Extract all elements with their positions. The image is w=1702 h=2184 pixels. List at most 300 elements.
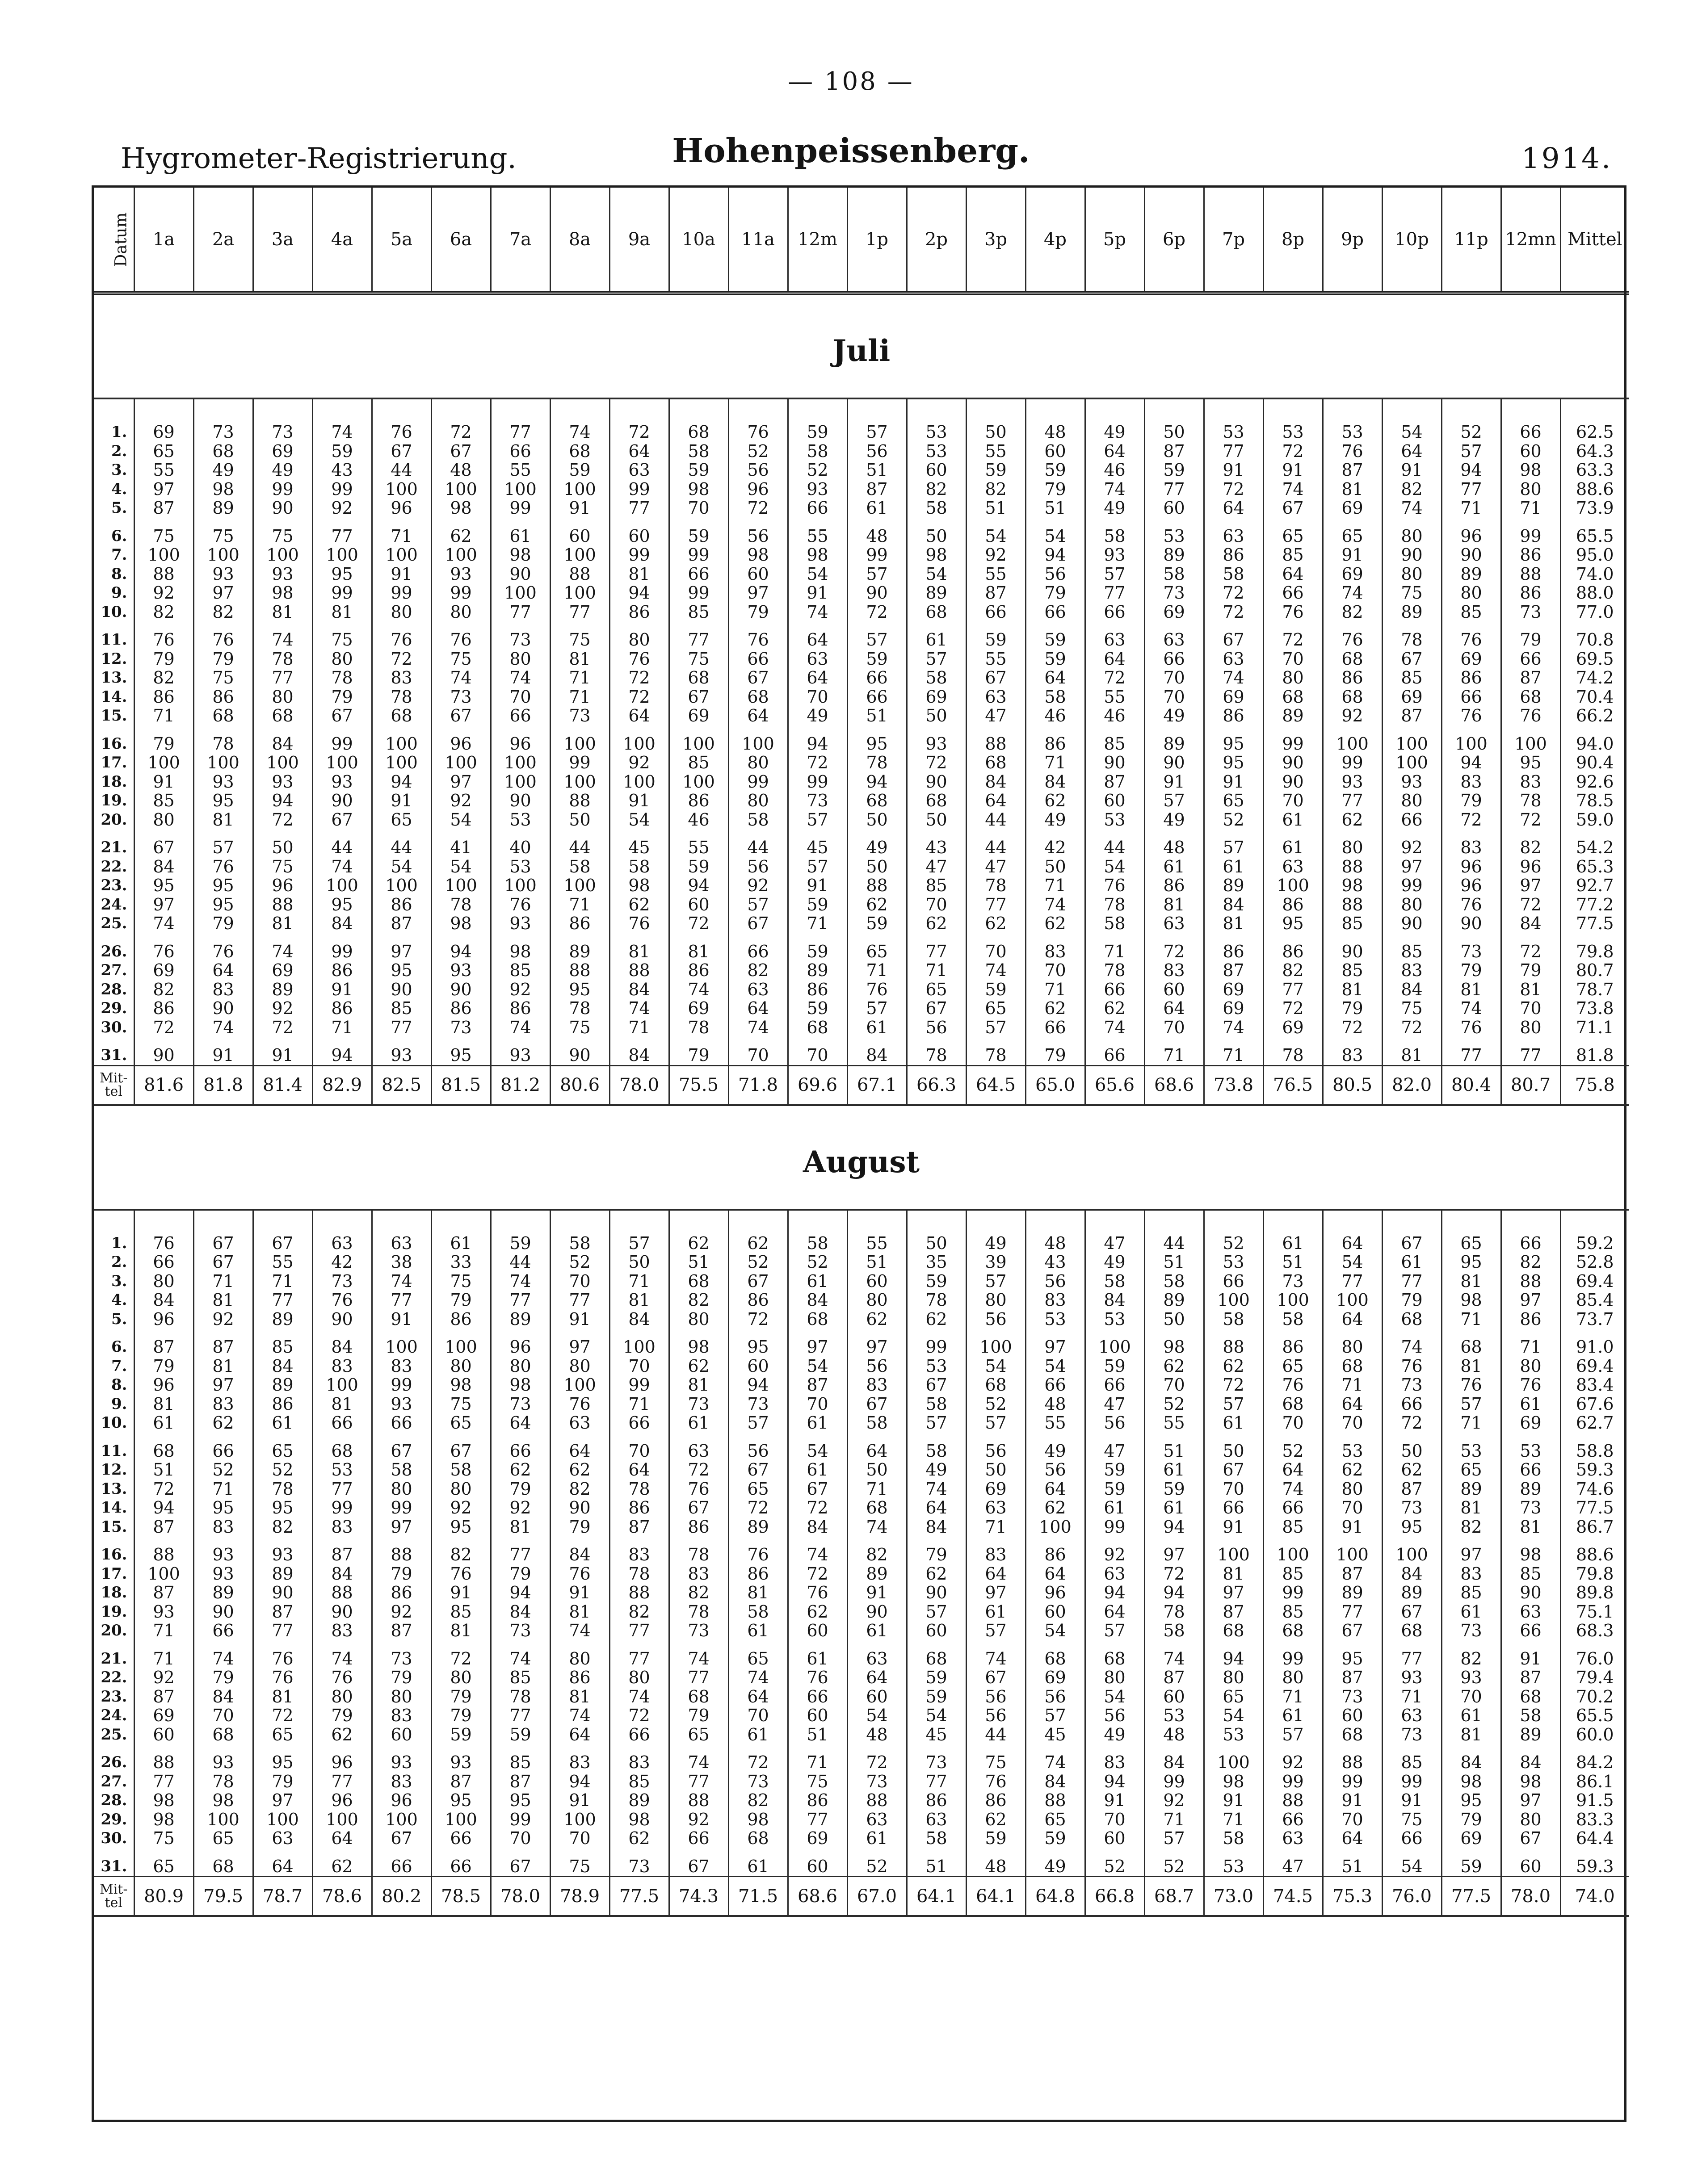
- humidity-value: 64: [1204, 499, 1263, 518]
- table-row: [94, 565, 1629, 584]
- humidity-value: 99: [788, 772, 847, 792]
- humidity-value: 91: [1204, 1791, 1263, 1810]
- humidity-value: 58: [907, 1395, 966, 1414]
- spacer-cell: [253, 398, 312, 423]
- humidity-value: 98: [609, 876, 669, 895]
- humidity-value: 64: [609, 706, 669, 725]
- humidity-value: 60: [1323, 1706, 1382, 1725]
- humidity-value: 54: [907, 1706, 966, 1725]
- humidity-value: 92: [491, 1498, 550, 1517]
- humidity-value: 63: [966, 1498, 1025, 1517]
- humidity-value: 47: [966, 706, 1025, 725]
- humidity-value: 88: [134, 1536, 193, 1564]
- humidity-value: 85: [1382, 1744, 1441, 1772]
- humidity-value: 59: [788, 423, 847, 442]
- humidity-value: 96: [1441, 518, 1501, 546]
- humidity-value: 63: [847, 1640, 907, 1668]
- humidity-value: 75: [134, 1829, 193, 1848]
- humidity-value: 71: [1025, 753, 1085, 772]
- humidity-value: 80: [1501, 1018, 1560, 1037]
- humidity-value: 55: [1144, 1413, 1204, 1433]
- day-label: 6.: [111, 1338, 127, 1356]
- table-row: [94, 706, 1629, 725]
- humidity-value: 91: [1263, 461, 1323, 480]
- hourly-mean: 78.5: [431, 1877, 491, 1916]
- humidity-value: 87: [788, 1375, 847, 1395]
- humidity-value: 74: [491, 1640, 550, 1668]
- humidity-value: 76: [431, 621, 491, 650]
- humidity-value: 71: [847, 1480, 907, 1499]
- humidity-value: 61: [788, 1460, 847, 1480]
- humidity-value: 74: [1441, 999, 1501, 1018]
- humidity-value: 99: [609, 1375, 669, 1395]
- humidity-value: 70: [1323, 1498, 1382, 1517]
- humidity-value: 92: [669, 1810, 728, 1829]
- humidity-value: 69: [1263, 1018, 1323, 1037]
- humidity-value: 98: [669, 1329, 728, 1357]
- humidity-value: 60: [788, 1848, 847, 1877]
- humidity-value: 78: [193, 725, 253, 754]
- humidity-value: 100: [491, 583, 550, 603]
- column-header: Mittel: [1560, 188, 1629, 293]
- humidity-value: 54: [966, 518, 1025, 546]
- humidity-value: 84: [312, 1329, 372, 1357]
- humidity-value: 69: [788, 1829, 847, 1848]
- humidity-value: 81: [253, 914, 312, 933]
- humidity-value: 69: [1323, 499, 1382, 518]
- humidity-value: 99: [312, 480, 372, 499]
- humidity-value: 61: [1263, 829, 1323, 857]
- spacer-cell: [966, 398, 1025, 423]
- humidity-value: 96: [1501, 857, 1560, 876]
- humidity-value: 53: [907, 423, 966, 442]
- hourly-mean: 74.0: [1560, 1877, 1629, 1916]
- humidity-value: 56: [728, 857, 788, 876]
- humidity-value: 43: [907, 829, 966, 857]
- humidity-value: 76: [1441, 1018, 1501, 1037]
- daily-mean: 95.0: [1560, 545, 1629, 565]
- humidity-value: 65: [431, 1413, 491, 1433]
- humidity-value: 48: [847, 518, 907, 546]
- table-row: [94, 1810, 1629, 1829]
- humidity-value: 77: [253, 1621, 312, 1640]
- humidity-value: 78: [1382, 621, 1441, 650]
- humidity-value: 86: [431, 1310, 491, 1329]
- humidity-value: 66: [193, 1433, 253, 1461]
- humidity-value: 80: [1323, 1329, 1382, 1357]
- humidity-value: 82: [966, 480, 1025, 499]
- humidity-value: 74: [372, 1272, 431, 1291]
- humidity-value: 98: [193, 480, 253, 499]
- humidity-value: 76: [134, 621, 193, 650]
- humidity-value: 50: [966, 423, 1025, 442]
- humidity-value: 71: [847, 961, 907, 980]
- column-header: 10a: [669, 188, 728, 293]
- humidity-value: 70: [1025, 961, 1085, 980]
- humidity-value: 54: [966, 1357, 1025, 1376]
- humidity-value: 76: [372, 621, 431, 650]
- hourly-mean: 81.8: [193, 1065, 253, 1105]
- humidity-value: 64: [193, 961, 253, 980]
- mean-row: [94, 1877, 1629, 1916]
- humidity-value: 72: [669, 1460, 728, 1480]
- humidity-value: 62: [966, 914, 1025, 933]
- humidity-value: 46: [669, 810, 728, 830]
- humidity-value: 51: [1263, 1253, 1323, 1272]
- humidity-value: 60: [1501, 1848, 1560, 1877]
- humidity-value: 61: [1144, 857, 1204, 876]
- humidity-value: 82: [431, 1536, 491, 1564]
- humidity-value: 81: [1382, 1037, 1441, 1065]
- humidity-value: 58: [907, 1433, 966, 1461]
- hourly-mean: 75.3: [1323, 1877, 1382, 1916]
- humidity-value: 70: [609, 1433, 669, 1461]
- spacer-cell: [372, 1210, 431, 1234]
- humidity-value: 54: [372, 857, 431, 876]
- humidity-value: 39: [966, 1253, 1025, 1272]
- humidity-value: 100: [491, 772, 550, 792]
- humidity-value: 86: [1144, 876, 1204, 895]
- humidity-value: 86: [550, 1668, 609, 1687]
- spacer-cell: [491, 398, 550, 423]
- humidity-value: 83: [312, 1621, 372, 1640]
- humidity-value: 79: [1441, 1810, 1501, 1829]
- humidity-value: 75: [788, 1772, 847, 1791]
- humidity-value: 69: [966, 1480, 1025, 1499]
- spacer-cell: [1382, 398, 1441, 423]
- table-row: [94, 1706, 1629, 1725]
- table-row: [94, 1018, 1629, 1037]
- humidity-value: 71: [1085, 933, 1144, 961]
- humidity-value: 57: [1204, 1395, 1263, 1414]
- humidity-value: 97: [372, 933, 431, 961]
- humidity-value: 76: [609, 650, 669, 669]
- humidity-value: 98: [1441, 1772, 1501, 1791]
- table-row: [94, 1433, 1629, 1461]
- humidity-value: 100: [253, 753, 312, 772]
- header-row: [94, 188, 1629, 293]
- humidity-value: 100: [134, 545, 193, 565]
- daily-mean: 84.2: [1560, 1744, 1629, 1772]
- hourly-mean: 78.0: [491, 1877, 550, 1916]
- humidity-value: 74: [847, 1517, 907, 1537]
- humidity-value: 84: [1085, 1291, 1144, 1310]
- humidity-value: 100: [550, 1810, 609, 1829]
- humidity-value: 67: [907, 1375, 966, 1395]
- spacer-cell: [1382, 1210, 1441, 1234]
- humidity-value: 59: [1025, 1829, 1085, 1848]
- humidity-value: 75: [431, 1395, 491, 1414]
- humidity-value: 74: [1323, 583, 1382, 603]
- spacer-cell: [1085, 1210, 1144, 1234]
- humidity-value: 100: [1085, 1329, 1144, 1357]
- humidity-value: 45: [609, 829, 669, 857]
- humidity-value: 76: [847, 980, 907, 999]
- humidity-value: 57: [1085, 565, 1144, 584]
- humidity-value: 59: [966, 621, 1025, 650]
- month-title-row: [94, 293, 1629, 398]
- humidity-value: 76: [1441, 706, 1501, 725]
- humidity-value: 68: [1323, 1725, 1382, 1744]
- humidity-value: 52: [1085, 1848, 1144, 1877]
- humidity-value: 63: [728, 980, 788, 999]
- humidity-value: 90: [907, 1583, 966, 1602]
- humidity-value: 76: [550, 1564, 609, 1584]
- humidity-value: 77: [907, 1772, 966, 1791]
- humidity-value: 77: [491, 603, 550, 622]
- humidity-value: 83: [1144, 961, 1204, 980]
- humidity-value: 80: [134, 1272, 193, 1291]
- humidity-value: 89: [1501, 1480, 1560, 1499]
- humidity-value: 56: [1085, 1413, 1144, 1433]
- humidity-value: 91: [788, 876, 847, 895]
- humidity-value: 68: [669, 423, 728, 442]
- humidity-value: 80: [847, 1291, 907, 1310]
- humidity-value: 53: [907, 442, 966, 461]
- day-label: 12.: [101, 650, 127, 668]
- humidity-value: 87: [372, 1621, 431, 1640]
- day-label: 20.: [101, 1622, 127, 1640]
- humidity-value: 98: [788, 545, 847, 565]
- humidity-value: 95: [431, 1037, 491, 1065]
- humidity-value: 99: [1263, 725, 1323, 754]
- humidity-value: 55: [253, 1253, 312, 1272]
- humidity-value: 85: [1085, 725, 1144, 754]
- humidity-value: 90: [907, 772, 966, 792]
- humidity-value: 100: [431, 1810, 491, 1829]
- humidity-value: 75: [253, 857, 312, 876]
- humidity-value: 60: [550, 518, 609, 546]
- spacer-cell: [1560, 398, 1629, 423]
- humidity-value: 91: [550, 1583, 609, 1602]
- humidity-value: 70: [728, 1037, 788, 1065]
- humidity-value: 95: [193, 876, 253, 895]
- humidity-value: 78: [1085, 895, 1144, 914]
- humidity-value: 100: [1263, 876, 1323, 895]
- humidity-value: 66: [1085, 1375, 1144, 1395]
- humidity-value: 57: [907, 1413, 966, 1433]
- humidity-value: 100: [550, 772, 609, 792]
- humidity-value: 67: [193, 1234, 253, 1253]
- humidity-value: 76: [1501, 706, 1560, 725]
- table-row: [94, 914, 1629, 933]
- humidity-value: 80: [491, 1357, 550, 1376]
- humidity-value: 88: [1323, 857, 1382, 876]
- humidity-value: 67: [372, 442, 431, 461]
- humidity-value: 86: [312, 999, 372, 1018]
- humidity-value: 100: [372, 480, 431, 499]
- day-label: 24.: [101, 1706, 127, 1725]
- humidity-value: 93: [788, 480, 847, 499]
- humidity-value: 80: [1323, 829, 1382, 857]
- humidity-value: 66: [1441, 687, 1501, 707]
- humidity-value: 100: [193, 753, 253, 772]
- humidity-value: 80: [1085, 1668, 1144, 1687]
- humidity-value: 81: [1501, 980, 1560, 999]
- humidity-value: 73: [1382, 1375, 1441, 1395]
- month-title-row: [94, 1105, 1629, 1210]
- humidity-value: 99: [669, 583, 728, 603]
- humidity-value: 99: [1501, 518, 1560, 546]
- humidity-value: 49: [966, 1234, 1025, 1253]
- humidity-value: 71: [550, 687, 609, 707]
- humidity-value: 57: [847, 565, 907, 584]
- humidity-value: 91: [550, 499, 609, 518]
- humidity-value: 44: [550, 829, 609, 857]
- humidity-value: 57: [847, 621, 907, 650]
- humidity-value: 84: [788, 1291, 847, 1310]
- humidity-value: 83: [193, 1517, 253, 1537]
- humidity-value: 64: [788, 668, 847, 687]
- humidity-value: 80: [550, 1357, 609, 1376]
- humidity-value: 94: [609, 583, 669, 603]
- humidity-value: 95: [372, 961, 431, 980]
- humidity-value: 89: [1382, 603, 1441, 622]
- spacer-cell: [1025, 398, 1085, 423]
- humidity-value: 51: [847, 1253, 907, 1272]
- spacer-row: [94, 398, 1629, 423]
- humidity-value: 73: [1501, 603, 1560, 622]
- humidity-value: 67: [966, 1668, 1025, 1687]
- day-label: 4.: [111, 1291, 127, 1309]
- spacer-cell: [134, 1210, 193, 1234]
- humidity-value: 71: [1204, 1810, 1263, 1829]
- humidity-value: 51: [847, 461, 907, 480]
- humidity-value: 97: [134, 480, 193, 499]
- humidity-value: 92: [134, 1668, 193, 1687]
- humidity-value: 70: [788, 687, 847, 707]
- humidity-value: 76: [1085, 876, 1144, 895]
- table-row: [94, 1583, 1629, 1602]
- humidity-value: 73: [669, 1621, 728, 1640]
- humidity-value: 59: [788, 999, 847, 1018]
- humidity-value: 100: [431, 753, 491, 772]
- humidity-value: 88: [253, 895, 312, 914]
- day-label: 4.: [111, 480, 127, 498]
- humidity-value: 72: [253, 1706, 312, 1725]
- humidity-value: 98: [1144, 1329, 1204, 1357]
- daily-mean: 65.5: [1560, 1706, 1629, 1725]
- humidity-value: 53: [1144, 1706, 1204, 1725]
- humidity-value: 46: [1085, 706, 1144, 725]
- humidity-value: 96: [491, 725, 550, 754]
- humidity-value: 73: [312, 1272, 372, 1291]
- hourly-mean: 74.3: [669, 1877, 728, 1916]
- spacer-cell: [94, 1210, 134, 1234]
- humidity-value: 90: [1501, 1583, 1560, 1602]
- daily-mean: 79.8: [1560, 1564, 1629, 1584]
- hourly-mean: 71.8: [728, 1065, 788, 1105]
- humidity-value: 80: [431, 603, 491, 622]
- table-row: [94, 442, 1629, 461]
- humidity-value: 90: [193, 1602, 253, 1622]
- humidity-value: 100: [193, 545, 253, 565]
- humidity-value: 78: [609, 1564, 669, 1584]
- spacer-cell: [1323, 1210, 1382, 1234]
- table-row: [94, 668, 1629, 687]
- humidity-value: 66: [193, 1621, 253, 1640]
- daily-mean: 59.3: [1560, 1460, 1629, 1480]
- humidity-value: 88: [1263, 1791, 1323, 1810]
- humidity-value: 91: [1204, 1517, 1263, 1537]
- day-label: 17.: [101, 1564, 127, 1583]
- humidity-value: 86: [491, 999, 550, 1018]
- humidity-value: 49: [1085, 1253, 1144, 1272]
- humidity-value: 50: [847, 810, 907, 830]
- hourly-mean: 81.5: [431, 1065, 491, 1105]
- humidity-value: 99: [1263, 1640, 1323, 1668]
- spacer-cell: [431, 1210, 491, 1234]
- humidity-value: 72: [1204, 603, 1263, 622]
- humidity-value: 92: [1085, 1536, 1144, 1564]
- humidity-value: 73: [1382, 1725, 1441, 1744]
- humidity-value: 60: [1025, 1602, 1085, 1622]
- humidity-value: 76: [491, 895, 550, 914]
- humidity-value: 66: [1382, 1395, 1441, 1414]
- humidity-value: 87: [1144, 442, 1204, 461]
- humidity-value: 97: [193, 583, 253, 603]
- humidity-value: 73: [1382, 1498, 1441, 1517]
- humidity-value: 67: [669, 1498, 728, 1517]
- humidity-value: 99: [372, 1498, 431, 1517]
- humidity-value: 73: [431, 687, 491, 707]
- humidity-value: 53: [1263, 423, 1323, 442]
- table-row: [94, 1848, 1629, 1877]
- humidity-value: 82: [1501, 829, 1560, 857]
- column-header: 4p: [1025, 188, 1085, 293]
- humidity-value: 68: [134, 1433, 193, 1461]
- humidity-value: 61: [1263, 810, 1323, 830]
- humidity-value: 81: [491, 1517, 550, 1537]
- humidity-value: 78: [1144, 1602, 1204, 1622]
- humidity-value: 81: [431, 1621, 491, 1640]
- humidity-value: 67: [1382, 650, 1441, 669]
- humidity-value: 100: [312, 1810, 372, 1829]
- humidity-value: 75: [312, 621, 372, 650]
- humidity-value: 76: [1323, 442, 1382, 461]
- humidity-value: 57: [1263, 1725, 1323, 1744]
- humidity-value: 72: [728, 1498, 788, 1517]
- humidity-value: 75: [253, 518, 312, 546]
- humidity-value: 44: [728, 829, 788, 857]
- table-row: [94, 1395, 1629, 1414]
- humidity-value: 59: [312, 442, 372, 461]
- humidity-value: 53: [1441, 1433, 1501, 1461]
- humidity-value: 77: [1382, 1640, 1441, 1668]
- humidity-value: 66: [312, 1413, 372, 1433]
- humidity-value: 88: [669, 1791, 728, 1810]
- humidity-value: 62: [847, 1310, 907, 1329]
- humidity-value: 86: [1501, 583, 1560, 603]
- humidity-value: 80: [372, 1687, 431, 1706]
- humidity-value: 90: [550, 1037, 609, 1065]
- humidity-value: 95: [550, 980, 609, 999]
- humidity-value: 87: [1323, 461, 1382, 480]
- humidity-value: 49: [1085, 1725, 1144, 1744]
- humidity-value: 80: [966, 1291, 1025, 1310]
- humidity-value: 90: [372, 980, 431, 999]
- humidity-value: 75: [550, 1018, 609, 1037]
- humidity-value: 67: [728, 668, 788, 687]
- humidity-value: 50: [907, 1234, 966, 1253]
- humidity-value: 54: [788, 1357, 847, 1376]
- humidity-value: 61: [1441, 1706, 1501, 1725]
- daily-mean: 73.9: [1560, 499, 1629, 518]
- humidity-value: 64: [312, 1829, 372, 1848]
- humidity-value: 84: [193, 1687, 253, 1706]
- day-label: 21.: [101, 838, 127, 857]
- humidity-value: 59: [788, 895, 847, 914]
